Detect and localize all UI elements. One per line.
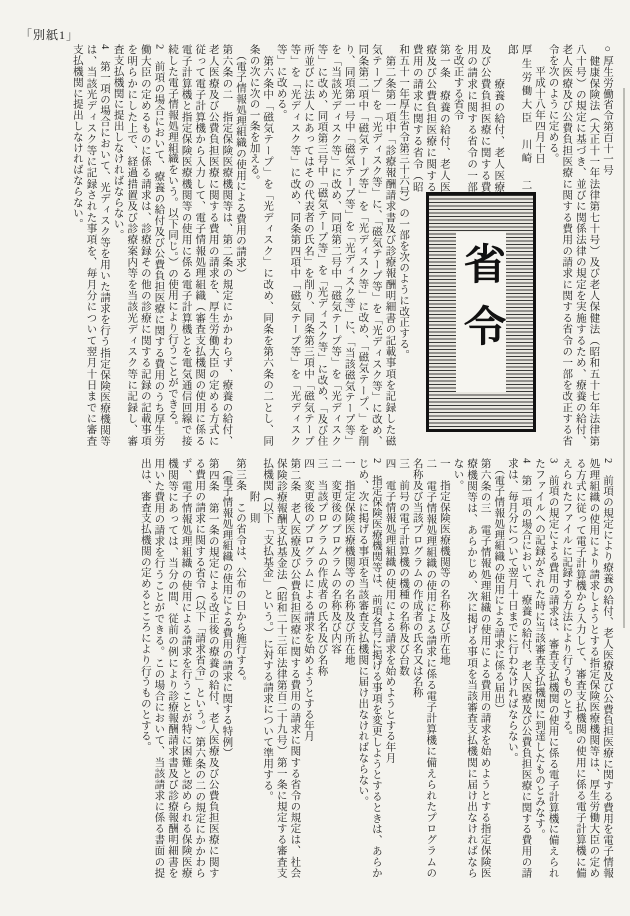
article-6-3: 第六条の三 電子情報処理組織の使用による費用の請求を始めようとする指定保険医療機関等は、あらかじめ、次に掲げる事項を当該審査支払機関に届け出なければならない。 [452,458,491,878]
change-item-1: 一 指定保険医療機関等の名称及び所在地 [343,458,355,666]
item-3: 三 前号の電子計算機の機種の名称及び台数 [398,458,410,676]
minister-signature: 厚生労働大臣 川崎 二郎 [506,44,532,192]
ordinance-number: ○厚生労働省令第百十一号 [602,44,613,176]
ordinance-bottom-section [34,458,614,878]
attachment-label: 「別紙1」 [20,28,80,42]
item-1: 一 指定保険医療機関等の名称及び所在地 [438,458,450,666]
item-2: 二 電子情報処理組織の使用による請求に係る電子計算機に備えられたプログラムの名称及び当該プログラムの作成者の氏名又は名称 [411,458,437,878]
ordinance-top-section [34,44,614,446]
article-3-effective-date: 第三条 この省令は、公布の日から施行する。 [234,458,246,687]
paragraph-2-continuation: 2 前項の規定により療養の給付、老人医療及び公費負担医療に関する費用を電子情報処理組織の使用により請求しようとする指定保険医療機関等は、厚生労働大臣の定める方式に従って電子計算機から入力して、審査支払機関の使用に係る電子計算機に備えられたファイルに記録する方法により行うものとする。 [561,458,613,878]
preamble-text: 健康保険法（大正十一年法律第七十号）及び老人保健法（昭和五十七年法律第八十号）の規定に基づき、並びに関係法律の規定を実施するため、療養の給付、老人医療及び公費負担医療に関する費用の請求に関する省令の一部を改正する省令を次のように定める。 [547,44,600,446]
article-2: 第二条 老人医療及び公費負担医療に関する費用の請求に関する省令の規定は、社会保険診療報酬支払基金法（昭和二十三年法律第百二十九号）第一条に規定する審査支払機関（以下「支払基金」という。）に対する請求について準用する。 [262,458,301,878]
paragraph-3: 3 前項の規定による費用の請求は、審査支払機関の使用に係る電子計算機に備えられたファイルへの記録がされた時に当該審査支払機関に到達したものとみなす。 [534,458,559,878]
item-4: 四 電子情報処理組織の使用による請求を始めようとする年月 [384,458,396,764]
notification-caption: （電子情報処理組織の使用による請求に係る届出） [493,458,505,715]
change-item-2: 二 変更後のプログラムの名称及び内容 [330,458,342,655]
article-4-special-provision: 第四条 第一条の規定による改正後の療養の給付、老人医療及び公費負担医療に関する費用の請求に関する省令（以下「請求省令」という。）第六条の二の規定にかかわらず、電子情報処理組織の使用による請求を行うことが特に困難と認められる保険医療機関等にあっては、当分の間、従前の例により診療報酬請求書及び診療報酬明細書を用いた費用の請求を行うことができる。この場合において、当該請求に係る書面の提出は、審査支払機関の定めるところにより行うものとする。 [139,458,219,878]
inserted-article-caption: （電子情報処理組織の使用による費用の請求） [234,44,246,279]
ordinance-title: 療養の給付、老人医療及び公費負担医療に関する費用の請求に関する省令の一部を改正する省令 [452,44,505,192]
scan-artifact-line [623,88,625,628]
special-provision-caption: （電子情報処理組織の使用による費用の請求に関する特例） [221,458,233,758]
paragraph-4: 4 第一項の場合において、療養の給付、老人医療及び公費負担医療に関する費用の請求は、毎月分について翌月十日までに行わなければならない。 [506,458,532,878]
amendment-text-1: 第二条第一項中「診療報酬請求書及び診療報酬明細書の記載事項を記録した磁気テープ」を「光ディスク等」に、「磁気テープ等」を「光ディスク等」に改め、同条第二項中「磁気テープ等」を「光ディスク等」に改め、「磁気テープ、」を削り、同項第一号中「磁気テープ等」を「光ディスク等」に、「当該磁気テープ等」を「当該光ディスク等」に改め、同項第二号中「磁気テープ等」を「光ディスク等」に改め、同項第三号中「磁気テープ等」を「光ディスク等」に改め、「及び住所並びに法人にあってはその代表者の氏名」を削り、同条第三項中「磁気テープ等」を「光ディスク等」に改め、同条第四項中「磁気テープ等」を「光ディスク等」に改める。 [275,44,396,446]
change-notification-paragraph: 2 指定保険医療機関等は、前項各号に掲げる事項を変更しようとするときは、あらかじめ、次に掲げる事項を当該審査支払機関に届け出なければならない。 [357,458,382,878]
change-item-4: 四 変更後のプログラムによる請求を始めようとする年月 [302,458,314,742]
shorei-banner-text: 省令 [456,232,506,392]
article-1-heading: 第一条 療養の給付、老人医療及び公費負担医療に関する費用の請求に関する省令（昭和五十一年厚生省令第三十六号）の一部を次のように改正する。 [398,44,450,361]
supplementary-provisions-heading: 附 則 [248,458,260,524]
paragraph-4: 4 第一項の場合において、光ディスク等を用いた請求を行う指定保険医療機関等は、当該光ディスク等に記録された事項を、毎月分について翌月十日までに審査支払機関に提出しなければならない。 [71,44,111,446]
shorei-banner [426,192,536,432]
amendment-text-2: 第六条中「磁気テープ」を「光ディスク」に改め、同条を第六条の二とし、同条の次に次の一条を加える。 [248,44,274,446]
inserted-article-6-2: 第六条の二 指定保険医療機関等は、第二条の規定にかかわらず、療養の給付、老人医療及び公費負担医療に関する費用の請求を、厚生労働大臣の定める方式に従って電子計算機から入力して、電子情報処理組織（審査支払機関の使用に係る電子計算機と指定保険医療機関等の使用に係る電子計算機とを電気通信回線で接続した電子情報処理組織をいう。以下同じ。）の使用により行うことができる。 [167,44,233,446]
paragraph-2: 2 前項の場合において、療養の給付及び公費負担医療に関する費用のうち厚生労働大臣の定めるものに係る請求は、診療録その他の診療に関する記録の記載事項を明らかにした上で、経過措置及び診療案内等を当該光ディスク等に記録し、審査支払機関に提出しなければならない。 [112,44,165,446]
ordinance-document [34,44,614,888]
promulgation-date: 平成十八年四月十日 [534,44,546,164]
change-item-3: 三 当該プログラムの作成者の氏名及び名称 [316,458,328,676]
